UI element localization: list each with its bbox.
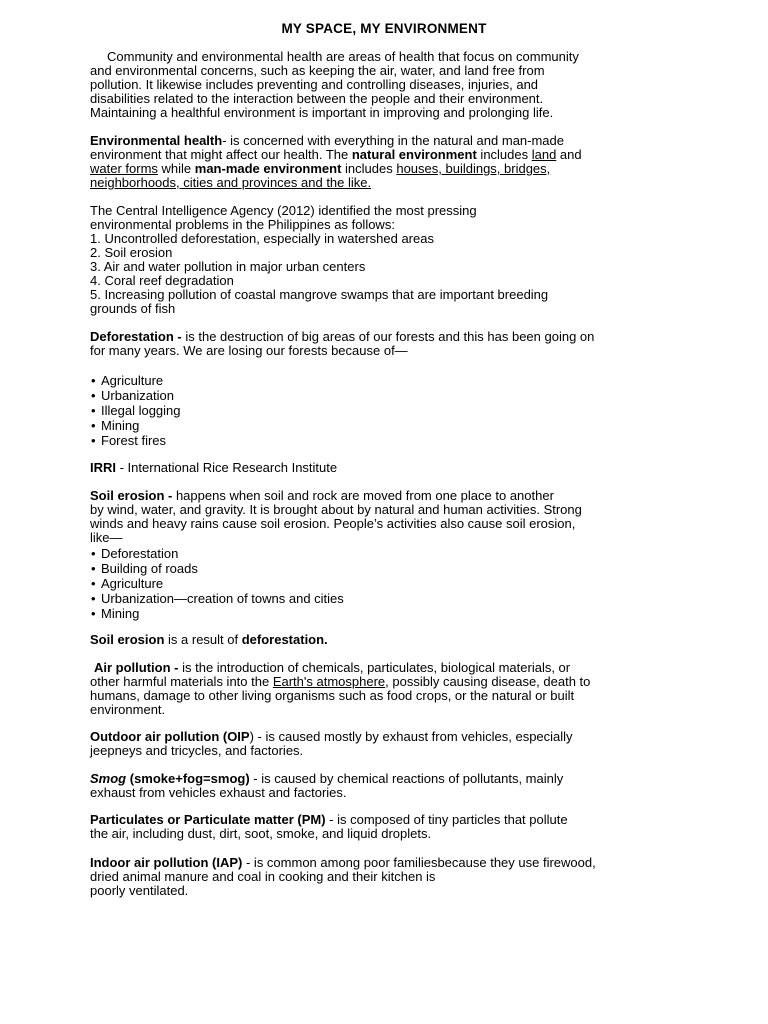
document-title: MY SPACE, MY ENVIRONMENT [281,21,487,36]
deforestation-causes-list [90,373,690,448]
problem-item: 2. Soil erosion [90,245,173,260]
text-run: - International Rice Research Institute [116,460,338,475]
problem-item: 5. Increasing pollution of coastal mangrove swamps that are important breeding [90,287,549,302]
list-item: • Urbanization—creation of towns and cities [90,591,690,606]
soil-erosion-term: Soil erosion - [90,488,173,503]
text-run: Soil erosion [90,632,165,647]
intro-line: and environmental concerns, such as keeping the air, water, and land free from [90,63,545,78]
irri-term: IRRI [90,460,116,475]
deforestation-term: Deforestation - [90,329,182,344]
text-run: dried animal manure and coal in cooking and their kitchen is [90,869,436,884]
text-run: - is concerned with everything in the natural and man-made [222,133,564,148]
environmental-health-paragraph [90,134,690,190]
natural-environment-term: natural environment [351,147,477,162]
text-run: while [157,161,195,176]
text-run: ) - is caused mostly by exhaust from vehicles, especially [249,729,573,744]
text-run: jeepneys and tricycles, and factories. [90,743,304,758]
neighborhoods-underlined: neighborhoods, cities and provinces and the like. [90,175,372,190]
list-item: • Deforestation [90,546,690,561]
intro-line: Community and environmental health are areas of health that focus on community [107,49,579,64]
air-pollution-term: Air pollution - [94,660,179,675]
text-run: is the destruction of big areas of our forests and this has been going on [181,329,595,344]
text-run: exhaust from vehicles exhaust and factories. [90,785,347,800]
text-run: - is common among poor familiesbecause they use firewood, [242,855,596,870]
text-run: includes [476,147,532,162]
outdoor-air-pollution-paragraph [90,730,690,758]
text-run: other harmful materials into the [90,674,273,689]
text-run: deforestation. [241,632,328,647]
text-run: poorly ventilated. [90,883,189,898]
problem-item: 3. Air and water pollution in major urban centers [90,259,366,274]
text-run: environment. [90,702,166,717]
water-forms-underlined: water forms [90,161,158,176]
air-pollution-paragraph [90,661,690,717]
text-run: winds and heavy rains cause soil erosion. People’s activities also cause soil erosion, [90,516,576,531]
soil-erosion-paragraph [90,489,690,545]
cia-paragraph [90,204,690,316]
text-run: happens when soil and rock are moved from one place to another [172,488,554,503]
intro-line: pollution. It likewise includes preventing and controlling diseases, injuries, and [90,77,539,92]
list-item: • Agriculture [90,373,690,388]
cia-line: environmental problems in the Philippines as follows: [90,217,395,232]
problem-item: grounds of fish [90,301,176,316]
intro-line: disabilities related to the interaction between the people and their environment. [90,91,544,106]
smog-paragraph [90,772,690,800]
text-run: - is composed of tiny particles that pollute [325,812,568,827]
deforestation-paragraph [90,330,690,358]
text-run: the air, including dust, dirt, soot, smoke, and liquid droplets. [90,826,432,841]
pm-term: Particulates or Particulate matter (PM) [90,812,326,827]
list-item: • Illegal logging [90,403,690,418]
list-item: • Agriculture [90,576,690,591]
houses-underlined: houses, buildings, bridges, [396,161,551,176]
list-item: • Mining [90,418,690,433]
text-run: - is caused by chemical reactions of pollutants, mainly [249,771,564,786]
particulate-matter-paragraph [90,813,690,841]
oip-term: Outdoor air pollution (OIP [90,729,250,744]
smog-term: Smog [90,771,127,786]
cia-line: The Central Intelligence Agency (2012) identified the most pressing [90,203,477,218]
text-run: is a result of [164,632,242,647]
problem-item: 4. Coral reef degradation [90,273,234,288]
problem-item: 1. Uncontrolled deforestation, especially in watershed areas [90,231,434,246]
text-run: for many years. We are losing our forests because of— [90,343,408,358]
text-run: , possibly causing disease, death to [385,674,591,689]
man-made-environment-term: man-made environment [194,161,342,176]
indoor-air-pollution-paragraph [90,856,690,898]
intro-line: Maintaining a healthful environment is important in improving and prolonging life. [90,105,554,120]
list-item: • Forest fires [90,433,690,448]
list-item: • Mining [90,606,690,621]
text-run: is the introduction of chemicals, particulates, biological materials, or [178,660,571,675]
irri-line [90,461,690,475]
text-run: humans, damage to other living organisms such as food crops, or the natural or built [90,688,575,703]
soil-erosion-result [90,633,690,647]
text-run: like— [90,530,123,545]
soil-erosion-causes-list [90,546,690,621]
environmental-health-term: Environmental health [90,133,223,148]
iap-term: Indoor air pollution (IAP) [90,855,243,870]
intro-paragraph [90,50,690,120]
text-run: by wind, water, and gravity. It is brought about by natural and human activities. Strong [90,502,582,517]
land-underlined: land [531,147,557,162]
text-run: includes [341,161,397,176]
text-run: (smoke+fog=smog) [126,771,250,786]
text-run: environment that might affect our health. The [90,147,352,162]
earths-atmosphere-link[interactable]: Earth's atmosphere [272,674,386,689]
list-item: • Urbanization [90,388,690,403]
list-item: • Building of roads [90,561,690,576]
text-run: and [556,147,582,162]
